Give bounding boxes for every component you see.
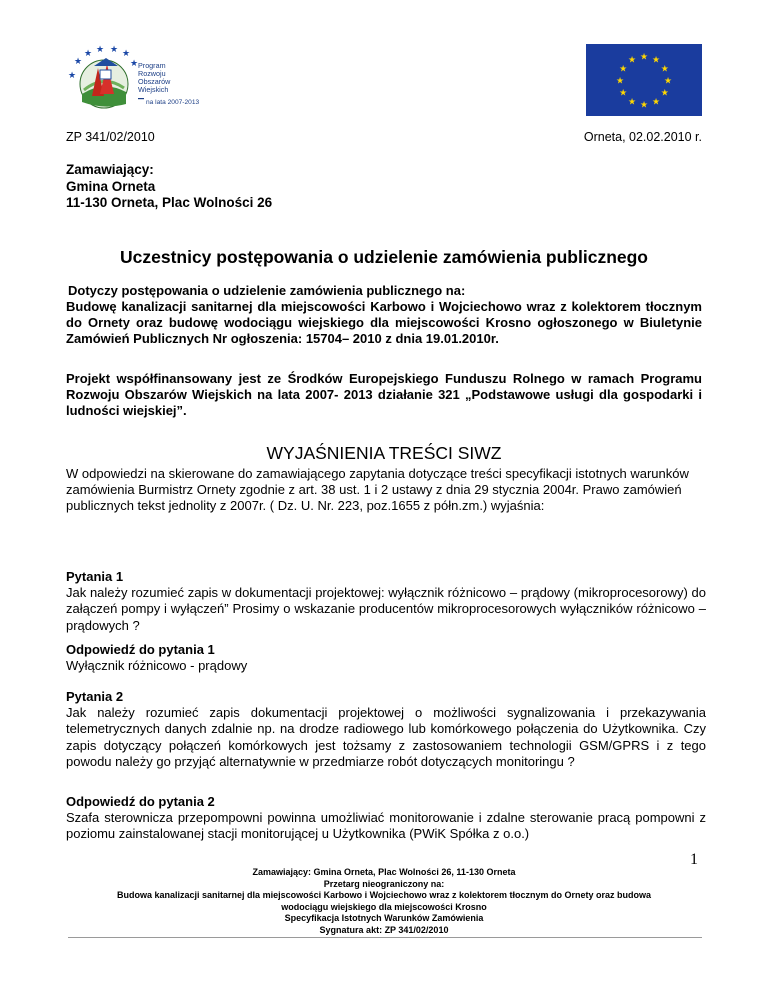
prow-logo [66, 44, 226, 116]
footer-divider [68, 937, 702, 938]
logo-line-4: Wiejskich [138, 85, 169, 94]
answer-text: Szafa sterownicza przepompowni powinna umożliwiać monitorowanie i zdalne sterowanie pracą pompowni z poziomu zainstalowanej stacji monitorującej u Użytkownika (PWiK Spółka z o.o.) [66, 810, 706, 842]
place-date: Orneta, 02.02.2010 r. [583, 130, 702, 144]
reference-number: ZP 341/02/2010 [66, 130, 155, 144]
svg-text:★: ★ [68, 71, 77, 81]
eu-star-icon: ★ [639, 100, 649, 111]
logo-line-1: Program [138, 61, 166, 70]
logo-line-2: Rozwoju [138, 69, 166, 78]
question-title: Pytania 1 [66, 569, 124, 584]
logo-line-3: Obszarów [138, 77, 171, 86]
answer-text: Wyłącznik różnicowo - prądowy [66, 658, 248, 674]
question-text: Jak należy rozumieć zapis dokumentacji projektowej o możliwości sygnalizowania i przekazywania telemetrycznych danych zdalnie np. na drodze radiowego lub komórkowego połączenia do Użytkownika. Czy zapis dotyczący połączeń komórkowych jest tożsamy z zastosowaniem technologii GSM/GPRS i z tego powodu należy go przyjąć alternatywnie w przedmiarze robót dotyczących monitoringu ? [66, 705, 706, 769]
eu-star-icon: ★ [639, 52, 649, 63]
eu-star-icon: ★ [627, 97, 637, 108]
contracting-address: 11-130 Orneta, Plac Wolności 26 [66, 195, 273, 210]
svg-text:★: ★ [74, 57, 83, 67]
eu-flag [586, 44, 702, 116]
contracting-authority [66, 162, 272, 212]
footer-line-1: Zamawiający: Gmina Orneta, Plac Wolności 26, 11-130 Orneta [252, 867, 516, 877]
contracting-name: Gmina Orneta [66, 178, 156, 194]
footer-line-6: Sygnatura akt: ZP 341/02/2010 [319, 924, 449, 935]
intro-paragraph: W odpowiedzi na skierowane do zamawiającego zapytania dotyczące treści specyfikacji istotnych warunków zamówienia Burmistrz Ornety zgodnie z art. 38 ust. 1 i 2 ustawy z dnia 29 stycznia 2004r. Prawo zamówień publicznych tekst jednolity z 2007r. ( Dz. U. Nr. 223, poz.1655 z półn.zm.) wyjaśnia: [66, 466, 689, 514]
svg-text:★: ★ [122, 49, 131, 59]
page-number: 1 [690, 851, 698, 868]
svg-text:★: ★ [84, 49, 93, 59]
question-block-2 [66, 689, 706, 770]
eu-star-icon: ★ [619, 64, 628, 75]
question-title: Pytania 2 [66, 689, 124, 704]
subject-intro: Dotyczy postępowania o udzielenie zamówienia publicznego na: [68, 283, 466, 298]
question-text: Jak należy rozumieć zapis w dokumentacji projektowej: wyłącznik różnicowo – prądowy (mikroprocesorowy) do załączeń pompy i wyłączeń” Prosimy o wskazanie producentów mikroprocesorowych wyłączników różnicowo – prądowych ? [66, 585, 706, 633]
answer-block-1 [66, 642, 706, 674]
footer-line-4: wodociągu wiejskiego dla miejscowości Krosno [281, 901, 487, 912]
eu-star-icon: ★ [660, 88, 669, 99]
footer-line-5: Specyfikacja Istotnych Warunków Zamówienia [284, 913, 484, 923]
eu-star-icon: ★ [619, 88, 628, 99]
svg-text:★: ★ [130, 59, 139, 69]
procurement-subject [66, 283, 702, 347]
logo-line-5: na lata 2007-2013 [146, 99, 200, 106]
footer-line-2: Przetarg nieograniczony na: [323, 878, 445, 889]
cofinance-note: Projekt współfinansowany jest ze Środków Europejskiego Funduszu Rolnego w ramach Programu Rozwoju Obszarów Wiejskich na lata 2007- 2013 działanie 321 „Podstawowe usługi dla gospodarki i ludności wiejskiej”. [66, 371, 702, 418]
eu-star-icon: ★ [663, 76, 673, 87]
svg-text:★: ★ [110, 45, 119, 55]
answer-block-2 [66, 794, 706, 843]
eu-star-icon: ★ [627, 55, 637, 66]
answer-title: Odpowiedź do pytania 2 [66, 794, 215, 809]
subject-body: Budowę kanalizacji sanitarnej dla miejscowości Karbowo i Wojciechowo wraz z kolektorem tłocznym do Ornety oraz budowę wodociągu wiejskiego dla miejscowości Krosno ogłoszonego w Biuletynie Zamówień Publicznych Nr ogłoszenia: 15704– 2010 z dnia 19.01.2010r. [66, 299, 702, 346]
svg-text:★: ★ [96, 45, 105, 55]
question-block-1 [66, 569, 706, 634]
answer-title: Odpowiedź do pytania 1 [66, 642, 215, 657]
eu-star-icon: ★ [615, 76, 625, 87]
page-footer [40, 867, 728, 936]
footer-line-3: Budowa kanalizacji sanitarnej dla miejscowości Karbowo i Wojciechowo wraz z kolektorem tłocznym do Ornety oraz budowa [117, 890, 651, 900]
section-title: WYJAŚNIENIA TREŚCI SIWZ [266, 443, 502, 463]
eu-star-icon: ★ [660, 64, 669, 75]
contracting-label: Zamawiający: [66, 162, 154, 177]
eu-star-icon: ★ [651, 97, 661, 108]
page-title: Uczestnicy postępowania o udzielenie zamówienia publicznego [119, 247, 649, 267]
eu-star-icon: ★ [651, 55, 661, 66]
